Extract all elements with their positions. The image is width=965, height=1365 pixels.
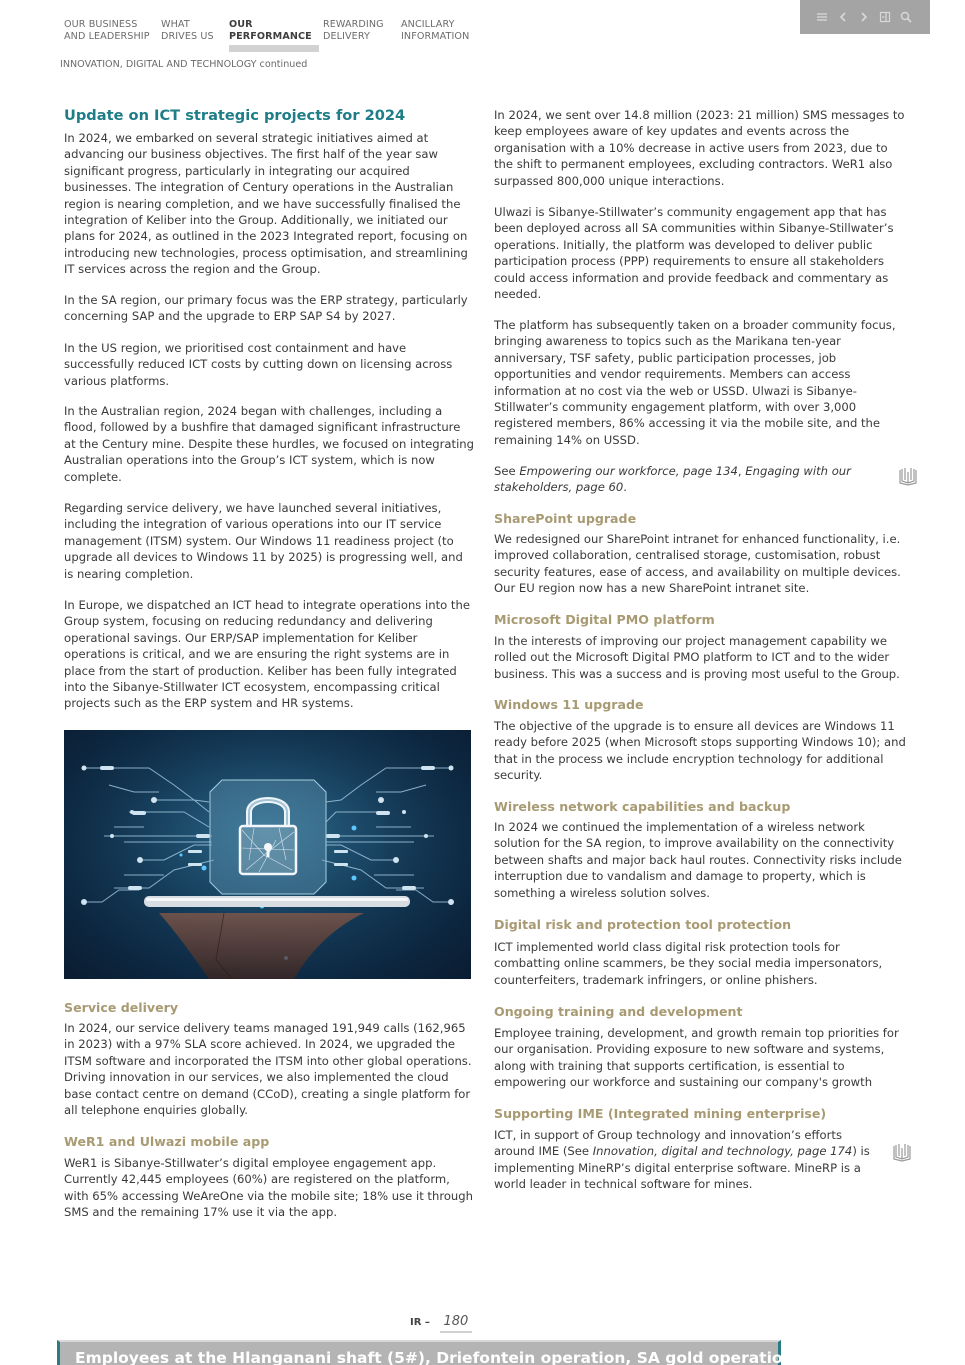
nav-our-business[interactable]: OUR BUSINESS AND LEADERSHIP bbox=[64, 19, 150, 42]
training-heading: Ongoing training and development bbox=[494, 1004, 743, 1019]
next-page-icon bbox=[858, 11, 870, 23]
platform-focus-paragraph: The platform has subsequently taken on a broader community focus, bringing awareness to topics such as the Marikana ten-year anniversary, TSF safety, public participation processes, job opportunities and vendor requirements. Members can access information at no cost via the web or USSD. Ulwazi is Sibanye-Stillwater’s community engagement platform, with over 3,000 registered members, 86% accessing it via the mobile site, and the remaining 14% on USSD. bbox=[494, 318, 896, 447]
sms-paragraph: In 2024, we sent over 14.8 million (2023: 21 million) SMS messages to keep employees aware of key updates and events across the organisation with a 10% decrease in active users from 2023, due to the shift to permanent employees, excluding contractors. WeR1 also surpassed 800,000 unique interactions. bbox=[494, 108, 905, 188]
nav-rewarding-delivery[interactable]: REWARDING DELIVERY bbox=[323, 19, 384, 42]
nav-our-performance[interactable]: OUR PERFORMANCE bbox=[229, 19, 323, 43]
wer1-paragraph: WeR1 is Sibanye-Stillwater’s digital employee engagement app. Currently 42,445 employees (60%) are registered on the platform, with 65% accessing WeAreOne via the mobile site; 18% use it through SMS and the remaining 17% use it via the app. bbox=[64, 1156, 473, 1220]
service-delivery-paragraph: In 2024, our service delivery teams managed 191,949 calls (162,965 in 2023) with a 97% SLA score achieved. In 2024, we upgraded the ITSM software and incorporated the ITSM into other global operations. Driving innovation in our services, we also implemented the cloud base contact centre on demand (CCoD), creating a single platform for all telephone enquiries globally. bbox=[64, 1021, 472, 1118]
book-icon bbox=[898, 466, 918, 486]
windows-11-heading: Windows 11 upgrade bbox=[494, 697, 644, 712]
nav-ancillary-information[interactable]: ANCILLARY INFORMATION bbox=[401, 19, 470, 42]
book-reference-button[interactable] bbox=[898, 466, 918, 486]
search-icon bbox=[900, 11, 912, 23]
service-delivery-intro-paragraph: Regarding service delivery, we have launched several initiatives, including the integration of various operations into our IT service management (ITSM) system. Our Windows 11 readiness project (to upgrade all devices to Windows 11 by 2025) is progressing well, and is nearing completion. bbox=[64, 501, 463, 581]
wer1-ulwazi-heading: WeR1 and Ulwazi mobile app bbox=[64, 1134, 270, 1149]
europe-paragraph: In Europe, we dispatched an ICT head to integrate operations into the Group system, focusing on reducing redundancy and delivering operational savings. Our ERP/SAP implementation for Keliber operations is critical, and we are ensuring the right systems are in place from the start of production. Keliber has been fully integrated into the Sibanye-Stillwater ICT ecosystem, encompassing critical projects such as the ERP system and HR systems. bbox=[64, 598, 470, 711]
page-number bbox=[410, 1314, 472, 1333]
windows-11-paragraph: The objective of the upgrade is to ensure all devices are Windows 11 ready before 2025 (when Microsoft stops supporting Windows 10); and that in the process we include encryption technology for additional security. bbox=[494, 719, 906, 783]
return-button[interactable] bbox=[879, 11, 891, 23]
previous-page-button[interactable] bbox=[837, 11, 849, 23]
intro-paragraph: In 2024, we embarked on several strategic initiatives aimed at advancing our business objectives. The first half of the year saw significant progress, particularly in integrating our acquired businesses. The integration of Century operations in the Australian region is nearing completion, and we have successfully finalised the integration of Keliber into the Group. Additionally, we initiated our plans for 2024, as outlined in the 2023 Integrated report, focusing on introducing new technologies, process optimisation, and streamlining IT services across the region and the Group. bbox=[64, 131, 468, 277]
digital-risk-paragraph: ICT implemented world class digital risk protection tools for combatting online scammers, be they social media impersonators, counterfeiters, trademark infringers, or online phishers. bbox=[494, 940, 883, 987]
search-button[interactable] bbox=[900, 11, 912, 23]
report-prefix: IR – bbox=[410, 1317, 430, 1328]
reader-toolbar bbox=[800, 0, 930, 34]
digital-pmo-paragraph: In the interests of improving our project management capability we rolled out the Microsoft Digital PMO platform to ICT and to the wider business. This was a success and is proving most useful to the Group. bbox=[494, 634, 900, 681]
us-region-paragraph: In the US region, we prioritised cost containment and have successfully reduced ICT costs by cutting down on licensing across various platforms. bbox=[64, 341, 453, 388]
sharepoint-paragraph: We redesigned our SharePoint intranet for enhanced functionality, i.e. improved collaboration, centralised storage, customisation, robust security features, ease of access, and availability on multiple devices. Our EU region now has a new SharePoint intranet site. bbox=[494, 532, 901, 596]
australian-region-paragraph: In the Australian region, 2024 began with challenges, including a flood, followed by a bushfire that damaged significant infrastructure at the Century mine. Despite these hurdles, we focused on integrating Australian operations into the Group’s ICT system, which is now complete. bbox=[64, 404, 475, 484]
ime-heading: Supporting IME (Integrated mining enterprise) bbox=[494, 1106, 827, 1121]
page-title: Update on ICT strategic projects for 2024 bbox=[64, 107, 406, 124]
digital-pmo-heading: Microsoft Digital PMO platform bbox=[494, 612, 715, 627]
link-engaging-stakeholders[interactable]: Engaging with our stakeholders, page 60 bbox=[494, 464, 851, 495]
wireless-network-paragraph: In 2024 we continued the implementation of a wireless network solution for the SA region, to improve availability on the connectivity between shafts and major back haul routes. Connectivity risks include interruption due to vandalism and damage to property, which is something a wireless solution solves. bbox=[494, 820, 902, 900]
menu-button[interactable] bbox=[816, 11, 828, 23]
breadcrumb: INNOVATION, DIGITAL AND TECHNOLOGY continued bbox=[60, 59, 308, 70]
section-nav bbox=[64, 19, 491, 43]
return-icon bbox=[879, 11, 891, 23]
cybersecurity-padlock-image bbox=[64, 730, 471, 979]
service-delivery-heading: Service delivery bbox=[64, 1000, 179, 1015]
book-icon bbox=[892, 1142, 912, 1162]
wireless-network-heading: Wireless network capabilities and backup bbox=[494, 799, 791, 814]
menu-icon bbox=[816, 11, 828, 23]
sharepoint-heading: SharePoint upgrade bbox=[494, 511, 637, 526]
link-innovation-digital-technology[interactable]: Innovation, digital and technology, page 174 bbox=[592, 1144, 853, 1159]
image-caption: Employees at the Hlanganani shaft (5#), Driefontein operation, SA gold operations bbox=[75, 1349, 803, 1365]
next-page-button[interactable] bbox=[858, 11, 870, 23]
nav-what-drives-us[interactable]: WHAT DRIVES US bbox=[161, 19, 214, 42]
digital-risk-heading: Digital risk and protection tool protection bbox=[494, 917, 792, 932]
training-paragraph: Employee training, development, and growth remain top priorities for our organisation. Providing exposure to new software and systems, along with training that supports certification, is essential to empowering our workforce and sustaining our company's growth bbox=[494, 1026, 899, 1090]
book-reference-button[interactable] bbox=[892, 1142, 912, 1162]
previous-page-icon bbox=[837, 11, 849, 23]
ime-paragraph: ICT, in support of Group technology and innovation’s efforts around IME (See Innovation, digital and technology, page 174) is implementing MineRP’s digital enterprise software. MineRP is a world leader in technical software for mines. bbox=[494, 1128, 870, 1192]
see-also-reference: See Empowering our workforce, page 134, Engaging with our stakeholders, page 60. bbox=[494, 464, 851, 495]
image-caption-bar bbox=[57, 1340, 803, 1365]
link-empowering-workforce[interactable]: Empowering our workforce, page 134 bbox=[519, 464, 738, 478]
ulwazi-paragraph: Ulwazi is Sibanye-Stillwater’s community engagement app that has been deployed across all SA communities within Sibanye-Stillwater’s operations. Initially, the platform was developed to deliver public participation process (PPP) requirements to ensure all stakeholders could access information and provide feedback and commentary as needed. bbox=[494, 205, 894, 302]
page-number-value: 180 bbox=[440, 1314, 472, 1333]
sa-region-paragraph: In the SA region, our primary focus was the ERP strategy, particularly concerning SAP and the upgrade to ERP SAP S4 by 2027. bbox=[64, 293, 468, 324]
